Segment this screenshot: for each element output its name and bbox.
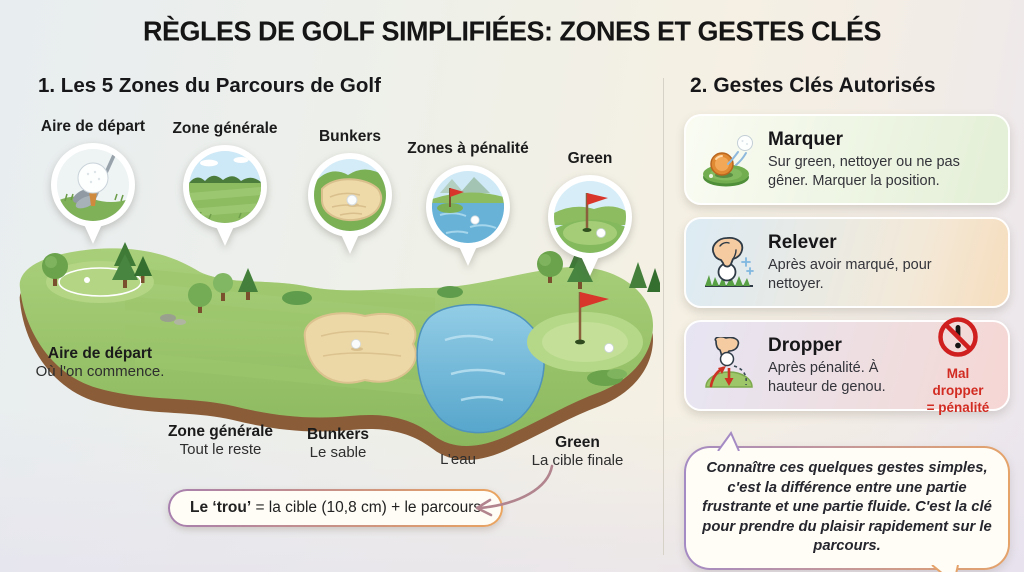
green-flag-icon bbox=[554, 181, 626, 253]
advice-speech-bubble bbox=[684, 446, 1010, 570]
map-pin bbox=[548, 175, 632, 276]
bubble-tail-top-icon bbox=[714, 431, 742, 451]
zones-section-heading: 1. Les 5 Zones du Parcours de Golf bbox=[38, 74, 381, 97]
card-description: Après avoir marqué, pour nettoyer. bbox=[768, 257, 932, 292]
fairway-icon bbox=[189, 151, 261, 223]
course-label-tee: Aire de départ Où l'on commence. bbox=[35, 345, 165, 380]
card-title: Relever bbox=[768, 232, 837, 254]
warning-line2: = pénalité bbox=[926, 399, 990, 415]
card-title: Marquer bbox=[768, 129, 843, 151]
callout-bold-text: Le ‘trou’ bbox=[190, 499, 252, 516]
prohibition-warning-icon bbox=[935, 314, 981, 360]
pin-tail bbox=[579, 252, 601, 276]
water-hazard-icon bbox=[432, 171, 504, 243]
gestures-section-heading: 2. Gestes Clés Autorisés bbox=[690, 74, 936, 97]
zone-pin-label: Green bbox=[567, 150, 613, 167]
bubble-tail-bottom-icon bbox=[928, 565, 962, 572]
map-pin bbox=[426, 165, 510, 266]
tee-ball-club-icon bbox=[57, 149, 129, 221]
zone-pin-label: Zones à pénalité bbox=[407, 140, 529, 157]
hole-definition-callout bbox=[168, 489, 503, 527]
map-pin bbox=[51, 143, 135, 244]
ball-marker-icon bbox=[698, 131, 760, 189]
zone-pin-label: Bunkers bbox=[318, 128, 382, 145]
card-title: Dropper bbox=[768, 335, 842, 357]
zone-pin-label: Zone générale bbox=[172, 120, 278, 137]
callout-rest-text: = la cible (10,8 cm) + le parcours bbox=[251, 499, 482, 516]
callout-arrow-icon bbox=[462, 460, 562, 520]
pin-tail bbox=[339, 230, 361, 254]
gesture-card-relever bbox=[684, 217, 1010, 308]
zone-pin-label: Aire de départ bbox=[40, 118, 146, 135]
map-pin bbox=[308, 153, 392, 254]
pin-tail bbox=[214, 222, 236, 246]
hand-dropping-ball-icon bbox=[698, 337, 760, 395]
page-title: RÈGLES DE GOLF SIMPLIFIÉES: ZONES ET GESTES CLÉS bbox=[142, 15, 882, 47]
card-description: Sur green, nettoyer ou ne pas gêner. Marquer la position. bbox=[768, 154, 960, 189]
warning-line1: Mal dropper bbox=[932, 366, 984, 399]
gesture-card-dropper bbox=[684, 320, 1010, 415]
zone-pin-green bbox=[505, 150, 675, 276]
drop-warning bbox=[920, 314, 998, 417]
course-label-green: Green La cible finale bbox=[531, 434, 624, 469]
sand-bunker-icon bbox=[314, 159, 386, 231]
pin-tail bbox=[82, 220, 104, 244]
hand-lifting-ball-icon bbox=[698, 234, 760, 292]
course-label-water: L’eau bbox=[440, 451, 476, 468]
pin-tail bbox=[457, 242, 479, 266]
map-pin bbox=[183, 145, 267, 246]
course-label-bunkers: Bunkers Le sable bbox=[306, 426, 370, 461]
advice-quote: Connaître ces quelques gestes simples, c'est la différence entre une partie frustrante et une partie fluide. C'est la clé pour prendre du plaisir rapidement sur le parcours. bbox=[686, 448, 1008, 568]
course-label-general: Zone générale Tout le reste bbox=[167, 423, 274, 458]
card-description: Après pénalité. À hauteur de genou. bbox=[768, 360, 886, 395]
gesture-card-marquer bbox=[684, 114, 1010, 205]
